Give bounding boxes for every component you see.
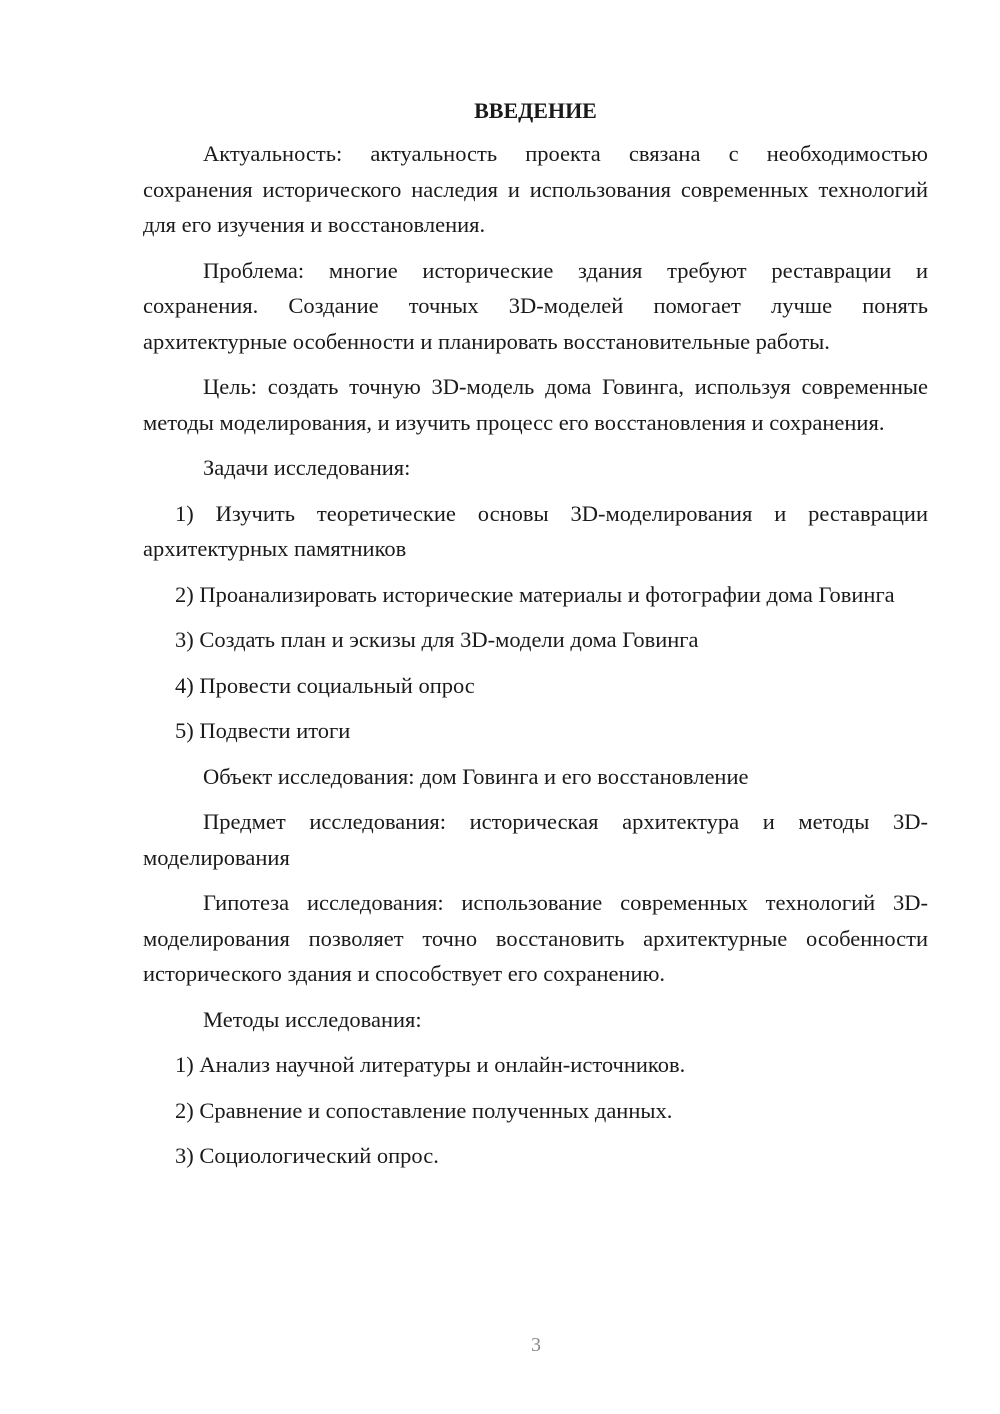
task-item: 3) Создать план и эскизы для 3D-модели дома Говинга (175, 627, 699, 652)
task-item: 1) Изучить теоретические основы 3D-моделирования и реставрации архитектурных памятников (143, 500, 928, 561)
problem-paragraph: Проблема: многие исторические здания требуют реставрации и сохранения. Создание точных 3D-моделей помогает лучше понять архитектурные особенности и планировать восстановительные работы. (143, 257, 928, 354)
hypothesis-paragraph: Гипотеза исследования: использование современных технологий 3D-моделирования позволяет точно восстановить архитектурные особенности исторического здания и способствует его сохранению. (143, 890, 928, 986)
methods-heading: Методы исследования: (203, 1006, 422, 1032)
method-item: 2) Сравнение и сопоставление полученных данных. (175, 1097, 673, 1123)
tasks-heading: Задачи исследования: (203, 455, 411, 480)
object-paragraph: Объект исследования: дом Говинга и его восстановление (203, 763, 749, 789)
method-item: 1) Анализ научной литературы и онлайн-источников. (175, 1052, 686, 1077)
method-item: 3) Социологический опрос. (175, 1143, 439, 1168)
page-number: 3 (531, 1334, 541, 1356)
task-item: 5) Подвести итоги (175, 718, 351, 743)
task-item: 2) Проанализировать исторические материалы и фотографии дома Говинга (175, 581, 895, 607)
page-title: ВВЕДЕНИЕ (474, 98, 597, 123)
goal-paragraph: Цель: создать точную 3D-модель дома Говинга, используя современные методы моделирования, и изучить процесс его восстановления и сохранения. (143, 374, 928, 435)
relevance-paragraph: Актуальность: актуальность проекта связана с необходимостью сохранения исторического наследия и использования современных технологий для его изучения и восстановления. (143, 141, 928, 237)
subject-paragraph: Предмет исследования: историческая архитектура и методы 3D-моделирования (143, 809, 928, 870)
page-body (143, 96, 928, 1184)
task-item: 4) Провести социальный опрос (175, 672, 475, 698)
